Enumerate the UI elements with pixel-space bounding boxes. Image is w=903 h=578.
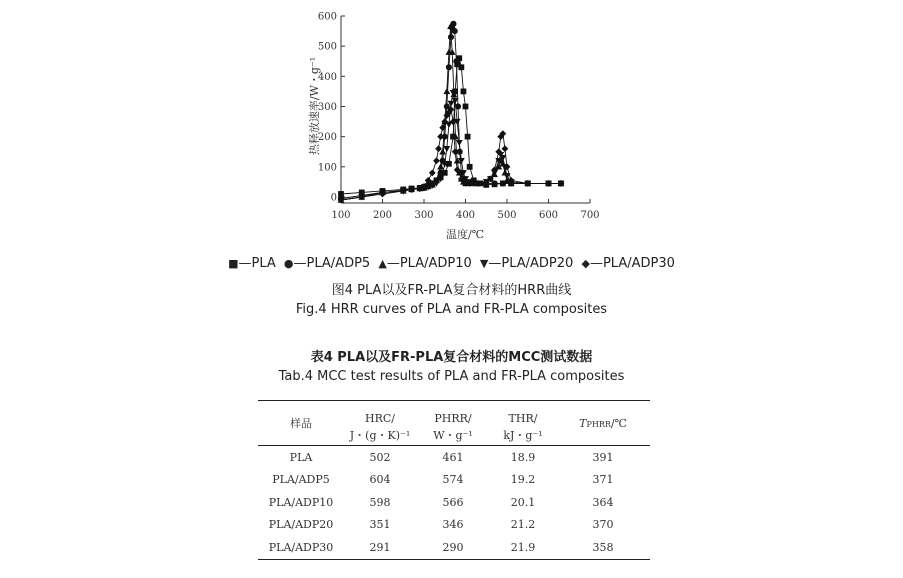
header-sample: 样品: [258, 401, 344, 446]
header-thr-unit: kJ・g⁻¹: [490, 425, 556, 446]
cell-hrc: 598: [369, 495, 391, 509]
header-tphrr: [556, 401, 650, 446]
cell-sample: PLA/ADP20: [268, 518, 334, 532]
cell-thr: 18.9: [510, 450, 536, 464]
chart-legend: [0, 256, 903, 271]
diamond-marker-icon: ◆: [581, 257, 590, 270]
y-axis-label: 热释放速率/W・g⁻¹: [308, 56, 321, 156]
series-pla: [338, 55, 564, 197]
x-tick-label: 100: [331, 210, 351, 221]
cell-sample: PLA/ADP30: [258, 536, 344, 559]
data-point: [437, 163, 444, 169]
legend-label: —PLA/ADP20: [488, 256, 574, 271]
chart-series: [338, 21, 565, 204]
triangle-down-marker-icon: ▼: [479, 257, 489, 270]
cell-tphrr: 370: [592, 518, 614, 532]
y-tick-label: 500: [317, 41, 337, 53]
data-point: [461, 89, 467, 95]
x-tick-label: 400: [455, 210, 476, 221]
data-point: [429, 169, 436, 176]
data-point: [463, 104, 469, 110]
table-row: [258, 469, 650, 492]
cell-tphrr: 364: [592, 495, 614, 509]
table-row: [258, 446, 650, 469]
table-row: [258, 491, 650, 514]
header-t-subscript: PHRR: [586, 419, 611, 429]
legend-item: [228, 256, 276, 271]
header-phrr: PHRR/: [416, 401, 490, 426]
table-row: [258, 536, 650, 559]
data-point: [435, 145, 442, 152]
cell-phrr: 290: [416, 536, 490, 559]
y-tick-label: 0: [330, 192, 337, 204]
cell-sample: PLA: [289, 450, 313, 464]
legend-label: —PLA/ADP10: [386, 256, 472, 271]
legend-item: [284, 256, 370, 271]
data-point: [453, 58, 459, 64]
header-hrc: HRC/: [344, 401, 416, 426]
cell-phrr: 574: [442, 473, 464, 487]
cell-phrr: 566: [442, 495, 464, 509]
data-point: [502, 145, 509, 152]
cell-phrr: 461: [442, 450, 464, 464]
table-row: [258, 514, 650, 537]
data-point: [433, 157, 440, 164]
cell-tphrr: 371: [592, 473, 614, 487]
x-tick-label: 500: [497, 210, 517, 221]
y-tick-label: 600: [317, 11, 337, 23]
cell-hrc: 604: [369, 473, 391, 487]
header-thr: THR/: [490, 401, 556, 426]
cell-thr: 20.1: [510, 495, 536, 509]
x-axis-label: 温度/℃: [445, 228, 485, 241]
cell-hrc: 351: [369, 518, 391, 532]
cell-sample: PLA/ADP5: [272, 473, 330, 487]
data-point: [443, 88, 450, 94]
data-point: [456, 140, 463, 146]
data-point: [458, 64, 464, 70]
y-tick-label: 400: [317, 71, 337, 83]
header-t-unit: /℃: [610, 416, 627, 430]
data-point: [467, 164, 473, 170]
legend-item: [378, 256, 471, 271]
table-caption-cn: 表4 PLA以及FR-PLA复合材料的MCC测试数据: [310, 350, 593, 365]
cell-thr: 21.2: [510, 518, 536, 532]
series-pla-adp30: [338, 106, 565, 203]
legend-label: —PLA/ADP5: [293, 256, 371, 271]
cell-phrr: 346: [442, 518, 464, 532]
series-line: [341, 58, 561, 194]
x-tick-label: 300: [414, 210, 434, 221]
mcc-results-table: [258, 400, 650, 560]
data-point: [443, 146, 450, 152]
y-tick-label: 200: [317, 132, 337, 144]
square-marker-icon: ■: [228, 257, 239, 270]
hrr-chart: [0, 0, 903, 250]
triangle-up-marker-icon: ▲: [378, 257, 387, 270]
figure-caption-en: Fig.4 HRR curves of PLA and FR-PLA composites: [295, 302, 608, 317]
header-hrc-unit: J・(g・K)⁻¹: [344, 425, 416, 446]
cell-thr: 21.9: [490, 536, 556, 559]
y-tick-label: 100: [317, 162, 337, 174]
legend-label: —PLA: [238, 256, 276, 271]
data-point: [465, 134, 471, 140]
data-point: [452, 148, 459, 155]
cell-hrc: 502: [369, 450, 391, 464]
table-header-row: [258, 401, 650, 426]
cell-sample: PLA/ADP10: [268, 495, 334, 509]
legend-label: —PLA/ADP30: [589, 256, 675, 271]
cell-tphrr: 391: [592, 450, 614, 464]
y-tick-label: 300: [317, 101, 337, 113]
x-tick-label: 600: [538, 210, 559, 221]
cell-thr: 19.2: [510, 473, 536, 487]
data-point: [446, 64, 452, 70]
cell-hrc: 291: [344, 536, 416, 559]
legend-item: [581, 256, 674, 271]
x-tick-label: 700: [580, 210, 600, 221]
cell-tphrr: 358: [556, 536, 650, 559]
header-t-symbol: T: [579, 416, 587, 430]
legend-item: [480, 256, 573, 271]
table-caption-en: Tab.4 MCC test results of PLA and FR-PLA composites: [278, 369, 625, 384]
x-tick-label: 200: [372, 210, 393, 221]
circle-marker-icon: ●: [283, 257, 294, 270]
figure-caption-cn: 图4 PLA以及FR-PLA复合材料的HRR曲线: [331, 283, 572, 298]
header-phrr-unit: W・g⁻¹: [416, 425, 490, 446]
